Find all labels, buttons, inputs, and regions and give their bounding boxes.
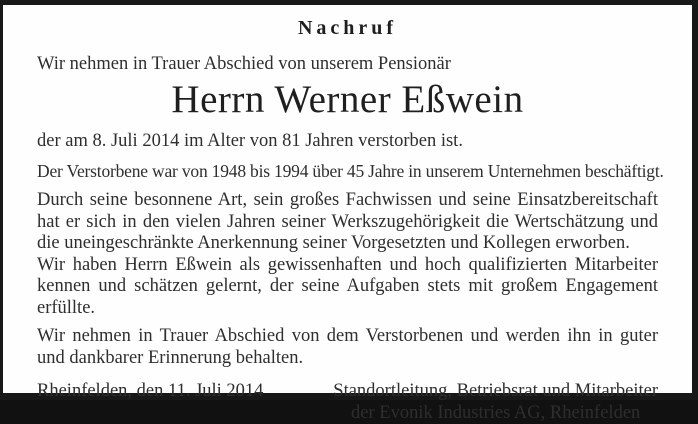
signature-line-1: Standortleitung, Betriebsrat und Mitarbeiter: [333, 381, 658, 401]
place-and-date: Rheinfelden, den 11. Juli 2014: [37, 381, 264, 401]
tribute-paragraph-1: Durch seine besonnene Art, sein großes Fachwissen und seine Einsatzbereitschaft hat er sich in den vielen Jahren seiner Werkszugehörigkeit die Wertschätzung und die uneingeschränkte Anerkennung seiner Vorgesetzten und Kollegen erworben.: [37, 190, 658, 253]
signature-line-2: der Evonik Industries AG, Rheinfelden: [351, 403, 641, 423]
death-date-line: der am 8. Juli 2014 im Alter von 81 Jahren verstorben ist.: [37, 131, 463, 151]
signature-block: [333, 380, 658, 424]
notice-footer: [37, 380, 658, 424]
employment-line: Der Verstorbene war von 1948 bis 1994 über 45 Jahre in unserem Unternehmen beschäftigt.: [37, 161, 664, 181]
notice-title: Nachruf: [297, 17, 398, 39]
tribute-paragraph-2: Wir haben Herrn Eßwein als gewissenhaften und hoch qualifizierten Mitarbeiter kennen und schätzen gelernt, der seine Aufgaben stets mit großem Engagement erfüllte.: [37, 254, 658, 318]
deceased-name: Herrn Werner Eßwein: [171, 78, 524, 121]
tribute-block: [37, 190, 658, 319]
obituary-notice: [3, 5, 692, 423]
farewell-paragraph: Wir nehmen in Trauer Abschied von dem Verstorbenen und werden ihn in guter und dankbarer Erinnerung behalten.: [37, 326, 658, 368]
intro-line: Wir nehmen in Trauer Abschied von unserem Pensionär: [37, 54, 451, 74]
